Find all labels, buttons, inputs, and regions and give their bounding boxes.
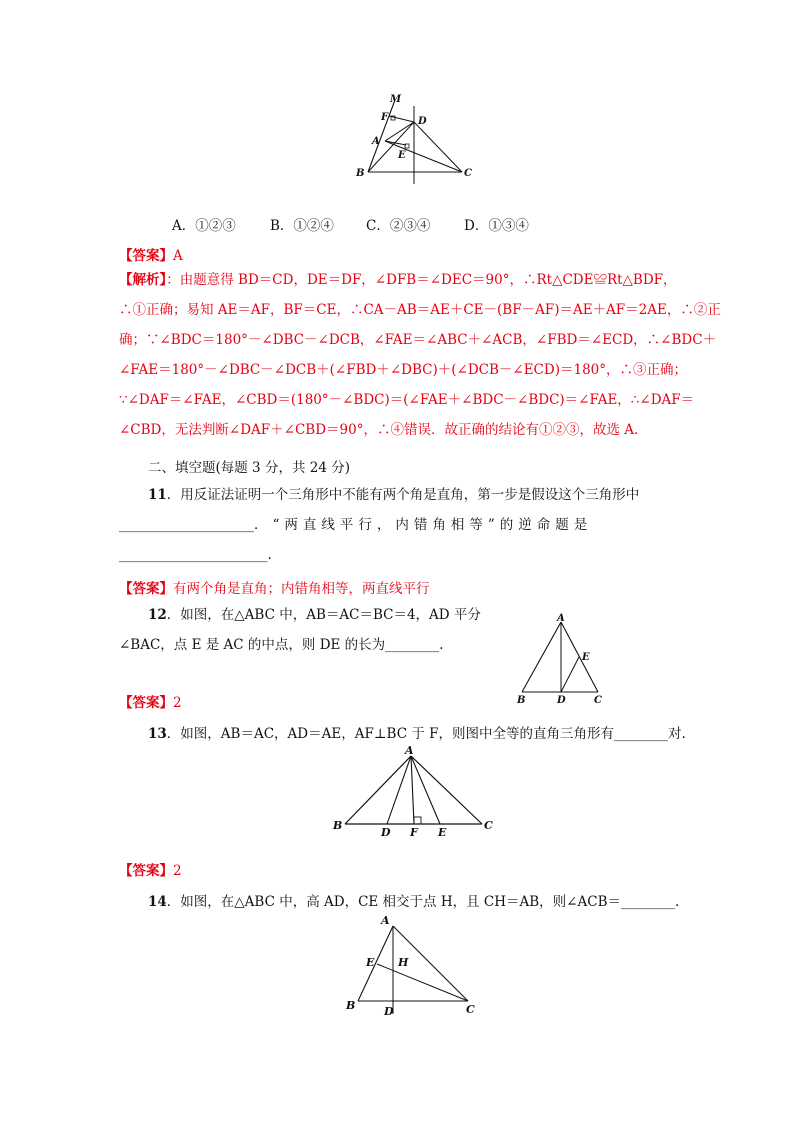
q11-line3-end: . — [267, 547, 272, 563]
analysis-line: ∵∠DAF＝∠FAE，∠CBD＝(180°－∠BDC)＝(∠FAE＋∠BDC－∠BDC)＝∠FAE，∴∠DAF＝ — [119, 392, 695, 408]
q14-label-a: A — [381, 914, 390, 927]
q11-line2: ．“两直线平行，内错角相等”的逆命题是 — [254, 517, 593, 533]
q12-text — [119, 600, 481, 660]
analysis-text: ：由题意得 BD＝CD，DE＝DF，∠DFB＝∠DEC＝90°，∴Rt△CDE≌Rt△BDF， — [166, 272, 677, 288]
q12-answer — [119, 691, 182, 711]
q14-label-b: B — [346, 999, 356, 1012]
q12-line1: ．如图，在△ABC 中，AB＝AC＝BC＝4，AD 平分 — [166, 607, 481, 623]
q14-figure — [340, 912, 485, 1017]
analysis-line: ∠FAE＝180°－∠DBC－∠DCB＋(∠FBD＋∠DBC)＋(∠DCB－∠ECD)＝180°，∴③正确； — [119, 362, 687, 378]
section-title: 二、填空题(每题 3 分，共 24 分) — [148, 460, 350, 476]
q14-label-e: E — [366, 956, 375, 969]
q10-label-d: D — [418, 116, 427, 127]
q14-label-d: D — [384, 1005, 394, 1017]
q14-text — [148, 890, 679, 910]
q14-number: 14 — [148, 894, 167, 910]
analysis-line: 确；∵∠BDC＝180°－∠DBC－∠DCB，∠FAE＝∠ABC＋∠ACB，∠FBD＝∠ECD，∴∠BDC＋ — [119, 332, 717, 348]
q13-label-b: B — [333, 819, 343, 832]
q14-label-c: C — [466, 1003, 475, 1016]
q11-blank-1: ____________________ — [119, 517, 254, 533]
q10-label-b: B — [356, 168, 365, 179]
q13-figure — [330, 744, 500, 839]
analysis-tag: 【解析】 — [119, 272, 167, 288]
q13-label-d: D — [381, 826, 391, 839]
answer-tag: 【答案】 — [119, 581, 173, 597]
q10-label-m: M — [390, 94, 402, 105]
option-d: D．①③④ — [464, 218, 529, 234]
q10-label-e: E — [398, 150, 406, 161]
q12-label-a: A — [557, 613, 565, 624]
q13-label-e: E — [438, 826, 447, 839]
q13-text — [148, 722, 686, 742]
q11-text — [119, 480, 639, 570]
q13-number: 13 — [148, 726, 167, 742]
answer-tag: 【答案】 — [119, 695, 173, 711]
q10-label-f: F — [381, 112, 389, 123]
q10-options — [172, 214, 529, 234]
q12-line2: ∠BAC，点 E 是 AC 的中点，则 DE 的长为________. — [119, 637, 444, 653]
q12-label-c: C — [594, 695, 602, 706]
q12-number: 12 — [148, 607, 167, 623]
q14-label-h: H — [398, 956, 409, 969]
q12-figure — [510, 612, 610, 707]
q13-answer — [119, 859, 182, 879]
analysis-line — [119, 265, 721, 295]
option-b: B．①②④ — [270, 218, 334, 234]
q10-figure — [350, 92, 480, 187]
answer-value: 2 — [173, 863, 182, 879]
q10-label-c: C — [464, 168, 472, 179]
q10-label-a: A — [372, 136, 380, 147]
answer-value: 2 — [173, 695, 182, 711]
q11-line1: ．用反证法证明一个三角形中不能有两个角是直角，第一步是假设这个三角形中 — [166, 487, 640, 503]
q13-label-c: C — [484, 819, 493, 832]
q12-label-d: D — [557, 695, 566, 706]
analysis-line: ∴①正确；易知 AE＝AF，BF＝CE，∴CA－AB＝AE＋CE－(BF－AF)＝AE＋AF＝2AE，∴②正 — [119, 302, 721, 318]
answer-value: 有两个角是直角；内错角相等，两直线平行 — [173, 581, 430, 597]
q11-number: 11 — [148, 487, 167, 503]
q13-label-f: F — [410, 826, 418, 839]
answer-tag: 【答案】 — [119, 248, 173, 264]
analysis-line: ∠CBD，无法判断∠DAF＋∠CBD＝90°，∴④错误．故正确的结论有①②③，故选 A. — [119, 422, 639, 438]
option-a: A．①②③ — [172, 218, 236, 234]
q13-line1: ．如图，AB＝AC，AD＝AE，AF⊥BC 于 F，则图中全等的直角三角形有________对. — [166, 726, 686, 742]
q10-analysis — [119, 265, 721, 445]
q11-answer — [119, 577, 430, 597]
q12-label-b: B — [517, 695, 526, 706]
q10-answer — [119, 244, 183, 264]
q11-blank-2: ______________________ — [119, 547, 268, 563]
option-c: C．②③④ — [366, 218, 431, 234]
q13-label-a: A — [405, 744, 414, 757]
q12-label-e: E — [582, 652, 590, 663]
answer-tag: 【答案】 — [119, 863, 173, 879]
answer-value: A — [173, 248, 183, 264]
q14-line1: ．如图，在△ABC 中，高 AD，CE 相交于点 H，且 CH＝AB，则∠ACB＝________. — [166, 894, 680, 910]
